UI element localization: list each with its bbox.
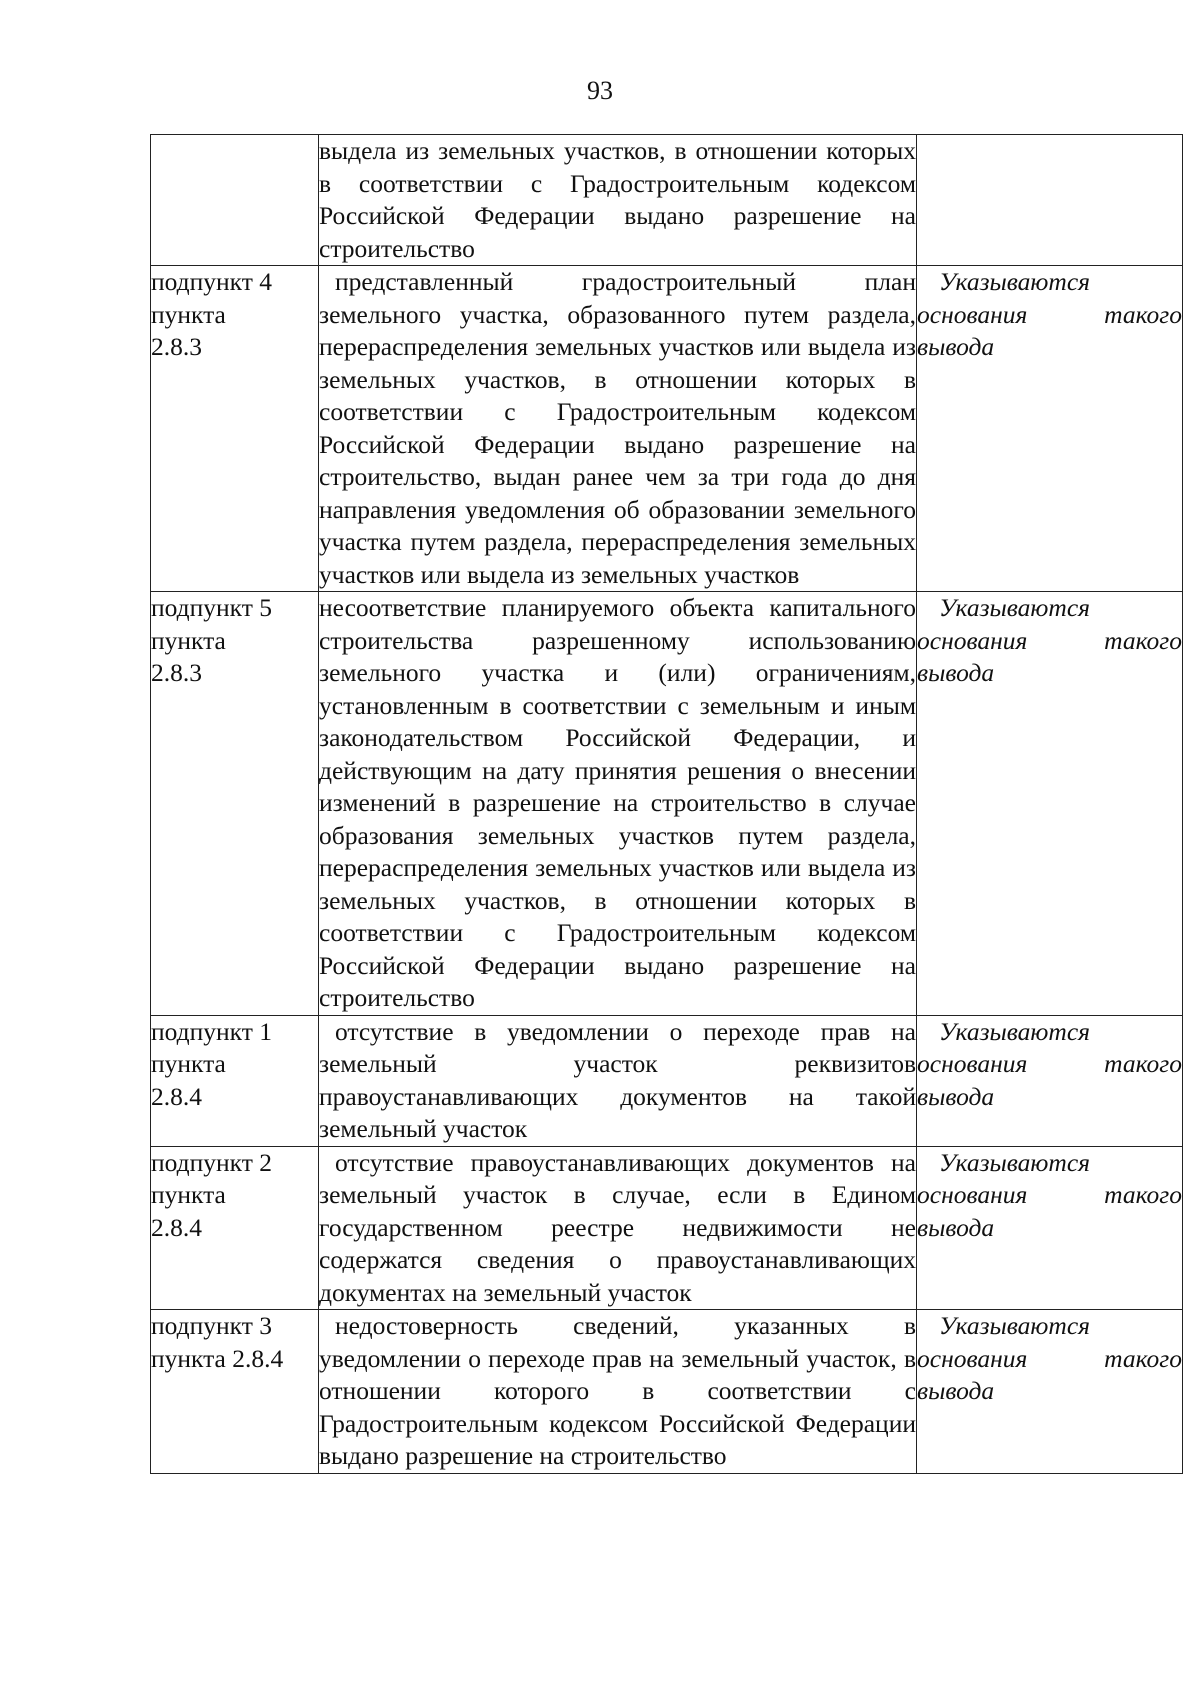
clause-reference: подпункт 3 пункта 2.8.4 <box>151 1310 319 1474</box>
explanation-cell <box>917 266 1183 592</box>
refusal-ground-text: представленный градостроительный план земельного участка, образованного путем раздела, перераспределения земельных участков или выдела из земельных участков, в отношении которых в соответствии с Градостроительным кодексом Российской Федерации выдано разрешение на строительство, выдан ранее чем за три года до дня направления уведомления об образовании земельного участка путем раздела, перераспределения земельных участков или выдела из земельных участков <box>319 266 917 592</box>
explanation-cell <box>917 1310 1183 1474</box>
explanation-text-first: Указываются <box>939 1016 1090 1046</box>
clause-reference: подпункт 1 пункта 2.8.4 <box>151 1015 319 1146</box>
explanation-cell <box>917 592 1183 1016</box>
explanation-cell <box>917 1015 1183 1146</box>
refusal-ground-text: недостоверность сведений, указанных в уведомлении о переходе прав на земельный участок, в отношении которого в соответствии с Градостроительным кодексом Российской Федерации выдано разрешение на строительство <box>319 1310 917 1474</box>
page-number: 93 <box>587 76 613 105</box>
explanation-text-rest: основания такого вывода <box>917 1343 1182 1405</box>
clause-reference: подпункт 5 пункта 2.8.3 <box>151 592 319 1016</box>
explanation-text-rest: основания такого вывода <box>917 1049 1182 1111</box>
table-row <box>151 1146 1183 1310</box>
table-row <box>151 1310 1183 1474</box>
table-row <box>151 266 1183 592</box>
table-row <box>151 135 1183 266</box>
clause-reference: подпункт 2 пункта 2.8.4 <box>151 1146 319 1310</box>
table-row <box>151 1015 1183 1146</box>
explanation-cell <box>917 135 1183 266</box>
explanation-text-rest: основания такого вывода <box>917 299 1182 361</box>
requirements-table <box>150 134 1183 1474</box>
explanation-text-first: Указываются <box>939 1147 1090 1177</box>
explanation-text-first: Указываются <box>939 1311 1090 1340</box>
explanation-text-rest: основания такого вывода <box>917 625 1182 687</box>
explanation-text-first: Указываются <box>939 267 1090 296</box>
explanation-text-first: Указываются <box>939 593 1090 622</box>
refusal-ground-text: выдела из земельных участков, в отношении которых в соответствии с Градостроительным кодексом Российской Федерации выдано разрешение на строительство <box>319 135 917 266</box>
explanation-cell <box>917 1146 1183 1310</box>
refusal-ground-text: отсутствие в уведомлении о переходе прав на земельный участок реквизитов правоустанавливающих документов на такой земельный участок <box>319 1015 917 1146</box>
clause-reference: подпункт 4 пункта 2.8.3 <box>151 266 319 592</box>
table-row <box>151 592 1183 1016</box>
clause-reference <box>151 135 319 266</box>
refusal-ground-text: несоответствие планируемого объекта капитального строительства разрешенному использованию земельного участка и (или) ограничениям, установленным в соответствии с земельным и иным законодательством Российской Федерации, и действующим на дату принятия решения о внесении изменений в разрешение на строительство в случае образования земельных участков путем раздела, перераспределения земельных участков или выдела из земельных участков, в отношении которых в соответствии с Градостроительным кодексом Российской Федерации выдано разрешение на строительство <box>319 592 917 1016</box>
explanation-text-rest: основания такого вывода <box>917 1180 1182 1242</box>
refusal-ground-text: отсутствие правоустанавливающих документов на земельный участок в случае, если в Едином государственном реестре недвижимости не содержатся сведения о правоустанавливающих документах на земельный участок <box>319 1146 917 1310</box>
